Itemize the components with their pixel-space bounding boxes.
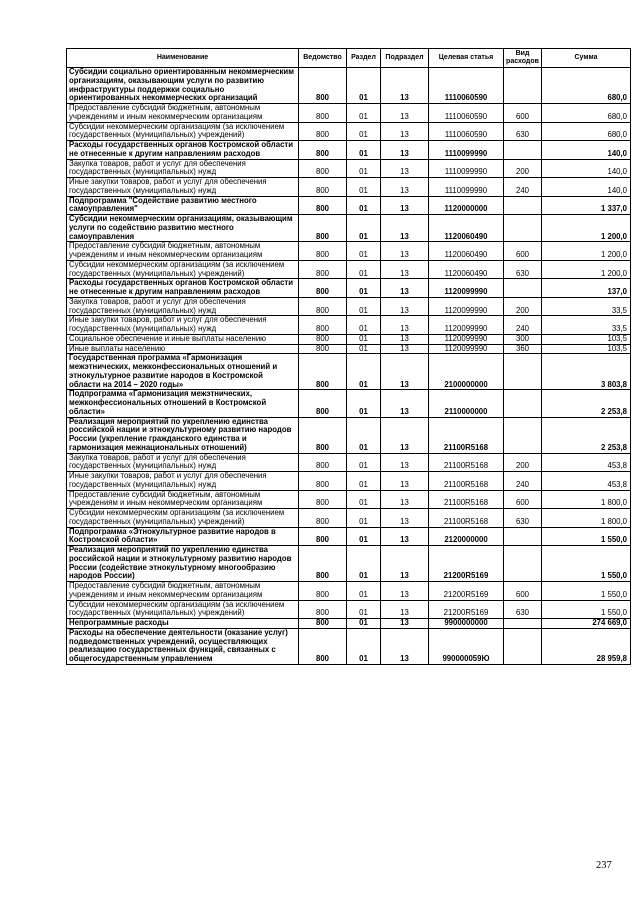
table-row bbox=[67, 178, 631, 197]
table-row bbox=[67, 472, 631, 491]
row-sum: 1 800,0 bbox=[542, 490, 631, 509]
row-target: 1110099990 bbox=[429, 159, 504, 178]
row-target: 9900000000 bbox=[429, 619, 504, 629]
table-header-row bbox=[67, 49, 631, 68]
row-subsection: 13 bbox=[381, 527, 429, 546]
row-name: Закупка товаров, работ и услуг для обеспечения государственных (муниципальных) нужд bbox=[67, 297, 299, 316]
row-dept: 800 bbox=[299, 260, 347, 279]
row-subsection: 13 bbox=[381, 619, 429, 629]
row-dept: 800 bbox=[299, 546, 347, 582]
row-subsection: 13 bbox=[381, 122, 429, 141]
table-row bbox=[67, 104, 631, 123]
row-kind: 630 bbox=[504, 600, 542, 619]
row-subsection: 13 bbox=[381, 628, 429, 664]
row-name: Расходы государственных органов Костромской области не отнесенные к другим направлениям расходов bbox=[67, 279, 299, 298]
row-sum: 140,0 bbox=[542, 178, 631, 197]
row-sum: 680,0 bbox=[542, 104, 631, 123]
table-row bbox=[67, 122, 631, 141]
row-dept: 800 bbox=[299, 344, 347, 354]
row-name: Иные закупки товаров, работ и услуг для обеспечения государственных (муниципальных) нужд bbox=[67, 316, 299, 335]
page-number: 237 bbox=[596, 860, 612, 871]
table-row bbox=[67, 242, 631, 261]
row-kind: 360 bbox=[504, 344, 542, 354]
row-sum: 2 253,8 bbox=[542, 417, 631, 453]
row-name: Подпрограмма «Этнокультурное развитие народов в Костромской области» bbox=[67, 527, 299, 546]
row-kind: 600 bbox=[504, 582, 542, 601]
table-row bbox=[67, 354, 631, 390]
row-sum: 28 959,8 bbox=[542, 628, 631, 664]
row-kind bbox=[504, 196, 542, 215]
row-sum: 33,5 bbox=[542, 297, 631, 316]
row-dept: 800 bbox=[299, 619, 347, 629]
row-target: 21100R5168 bbox=[429, 417, 504, 453]
row-sum: 1 550,0 bbox=[542, 527, 631, 546]
row-subsection: 13 bbox=[381, 297, 429, 316]
row-target: 2110000000 bbox=[429, 390, 504, 417]
header-dept: Ведомство bbox=[299, 49, 347, 68]
table-row bbox=[67, 546, 631, 582]
row-section: 01 bbox=[347, 546, 381, 582]
row-dept: 800 bbox=[299, 159, 347, 178]
row-target: 990000059Ю bbox=[429, 628, 504, 664]
row-dept: 800 bbox=[299, 390, 347, 417]
row-kind bbox=[504, 619, 542, 629]
row-subsection: 13 bbox=[381, 215, 429, 242]
row-target: 1110099990 bbox=[429, 141, 504, 160]
row-sum: 1 337,0 bbox=[542, 196, 631, 215]
row-subsection: 13 bbox=[381, 453, 429, 472]
row-section: 01 bbox=[347, 260, 381, 279]
row-section: 01 bbox=[347, 178, 381, 197]
row-sum: 453,8 bbox=[542, 453, 631, 472]
table-row bbox=[67, 260, 631, 279]
header-kind: Вид расходов bbox=[504, 49, 542, 68]
header-subsection: Подраздел bbox=[381, 49, 429, 68]
row-name: Социальное обеспечение и иные выплаты населению bbox=[67, 334, 299, 344]
row-dept: 800 bbox=[299, 509, 347, 528]
row-sum: 1 200,0 bbox=[542, 215, 631, 242]
row-dept: 800 bbox=[299, 354, 347, 390]
row-section: 01 bbox=[347, 159, 381, 178]
table-body bbox=[67, 68, 631, 665]
row-dept: 800 bbox=[299, 334, 347, 344]
row-section: 01 bbox=[347, 453, 381, 472]
row-subsection: 13 bbox=[381, 260, 429, 279]
row-target: 1110060590 bbox=[429, 104, 504, 123]
row-dept: 800 bbox=[299, 472, 347, 491]
row-section: 01 bbox=[347, 600, 381, 619]
table-row bbox=[67, 334, 631, 344]
row-subsection: 13 bbox=[381, 490, 429, 509]
row-sum: 1 800,0 bbox=[542, 509, 631, 528]
row-subsection: 13 bbox=[381, 316, 429, 335]
row-dept: 800 bbox=[299, 196, 347, 215]
row-kind bbox=[504, 527, 542, 546]
row-section: 01 bbox=[347, 472, 381, 491]
row-sum: 274 669,0 bbox=[542, 619, 631, 629]
row-dept: 800 bbox=[299, 628, 347, 664]
row-kind bbox=[504, 546, 542, 582]
row-section: 01 bbox=[347, 141, 381, 160]
table-row bbox=[67, 68, 631, 104]
row-target: 1120060490 bbox=[429, 260, 504, 279]
row-section: 01 bbox=[347, 527, 381, 546]
row-name: Субсидии некоммерческим организациям (за исключением государственных (муниципальных) учреждений) bbox=[67, 122, 299, 141]
row-subsection: 13 bbox=[381, 334, 429, 344]
row-kind: 630 bbox=[504, 122, 542, 141]
row-sum: 1 200,0 bbox=[542, 260, 631, 279]
row-subsection: 13 bbox=[381, 344, 429, 354]
row-subsection: 13 bbox=[381, 178, 429, 197]
row-section: 01 bbox=[347, 316, 381, 335]
row-name: Расходы государственных органов Костромской области не отнесенные к другим направлениям расходов bbox=[67, 141, 299, 160]
row-target: 1120099990 bbox=[429, 316, 504, 335]
row-target: 1110099990 bbox=[429, 178, 504, 197]
row-kind: 600 bbox=[504, 490, 542, 509]
row-name: Предоставление субсидий бюджетным, автономным учреждениям и иным некоммерческим организациям bbox=[67, 104, 299, 123]
row-section: 01 bbox=[347, 279, 381, 298]
row-section: 01 bbox=[347, 242, 381, 261]
row-target: 2120000000 bbox=[429, 527, 504, 546]
row-target: 21200R5169 bbox=[429, 600, 504, 619]
row-kind: 630 bbox=[504, 509, 542, 528]
row-name: Субсидии некоммерческим организациям (за исключением государственных (муниципальных) учреждений) bbox=[67, 509, 299, 528]
row-section: 01 bbox=[347, 297, 381, 316]
row-section: 01 bbox=[347, 334, 381, 344]
table-row bbox=[67, 215, 631, 242]
row-subsection: 13 bbox=[381, 354, 429, 390]
row-subsection: 13 bbox=[381, 600, 429, 619]
row-target: 21100R5168 bbox=[429, 472, 504, 491]
row-name: Закупка товаров, работ и услуг для обеспечения государственных (муниципальных) нужд bbox=[67, 453, 299, 472]
row-dept: 800 bbox=[299, 316, 347, 335]
row-section: 01 bbox=[347, 104, 381, 123]
row-sum: 1 550,0 bbox=[542, 582, 631, 601]
row-subsection: 13 bbox=[381, 242, 429, 261]
row-kind: 300 bbox=[504, 334, 542, 344]
row-sum: 140,0 bbox=[542, 159, 631, 178]
row-sum: 140,0 bbox=[542, 141, 631, 160]
row-subsection: 13 bbox=[381, 141, 429, 160]
table-row bbox=[67, 417, 631, 453]
row-kind: 240 bbox=[504, 472, 542, 491]
row-target: 1120099990 bbox=[429, 297, 504, 316]
table-row bbox=[67, 196, 631, 215]
row-name: Предоставление субсидий бюджетным, автономным учреждениям и иным некоммерческим организациям bbox=[67, 242, 299, 261]
row-kind bbox=[504, 354, 542, 390]
row-subsection: 13 bbox=[381, 279, 429, 298]
table-row bbox=[67, 600, 631, 619]
row-dept: 800 bbox=[299, 297, 347, 316]
row-subsection: 13 bbox=[381, 104, 429, 123]
row-kind: 630 bbox=[504, 260, 542, 279]
row-sum: 137,0 bbox=[542, 279, 631, 298]
row-target: 21100R5168 bbox=[429, 453, 504, 472]
row-name: Иные выплаты населению bbox=[67, 344, 299, 354]
row-dept: 800 bbox=[299, 122, 347, 141]
row-section: 01 bbox=[347, 582, 381, 601]
row-target: 21200R5169 bbox=[429, 546, 504, 582]
row-kind: 200 bbox=[504, 297, 542, 316]
row-kind: 200 bbox=[504, 159, 542, 178]
row-name: Подпрограмма "Содействие развитию местного самоуправления" bbox=[67, 196, 299, 215]
row-kind: 600 bbox=[504, 104, 542, 123]
row-section: 01 bbox=[347, 354, 381, 390]
row-target: 1110060590 bbox=[429, 122, 504, 141]
row-kind bbox=[504, 279, 542, 298]
row-kind bbox=[504, 215, 542, 242]
row-section: 01 bbox=[347, 628, 381, 664]
row-name: Субсидии некоммерческим организациям (за исключением государственных (муниципальных) учреждений) bbox=[67, 260, 299, 279]
row-subsection: 13 bbox=[381, 68, 429, 104]
table-row bbox=[67, 159, 631, 178]
row-target: 1120060490 bbox=[429, 242, 504, 261]
row-name: Субсидии социально ориентированным некоммерческим организациям, оказывающим услуги по развитию инфраструктуры поддержки социально ориентированных некоммерческих организаций bbox=[67, 68, 299, 104]
table-row bbox=[67, 141, 631, 160]
row-subsection: 13 bbox=[381, 472, 429, 491]
row-target: 1110060590 bbox=[429, 68, 504, 104]
row-subsection: 13 bbox=[381, 390, 429, 417]
row-sum: 1 550,0 bbox=[542, 546, 631, 582]
table-row bbox=[67, 582, 631, 601]
row-dept: 800 bbox=[299, 600, 347, 619]
row-name: Предоставление субсидий бюджетным, автономным учреждениям и иным некоммерческим организациям bbox=[67, 490, 299, 509]
row-sum: 3 803,8 bbox=[542, 354, 631, 390]
row-kind: 240 bbox=[504, 178, 542, 197]
row-name: Иные закупки товаров, работ и услуг для обеспечения государственных (муниципальных) нужд bbox=[67, 472, 299, 491]
row-dept: 800 bbox=[299, 582, 347, 601]
row-sum: 453,8 bbox=[542, 472, 631, 491]
row-dept: 800 bbox=[299, 279, 347, 298]
header-name: Наименование bbox=[67, 49, 299, 68]
row-target: 21100R5168 bbox=[429, 509, 504, 528]
row-sum: 1 200,0 bbox=[542, 242, 631, 261]
row-dept: 800 bbox=[299, 527, 347, 546]
budget-table bbox=[66, 48, 631, 665]
row-dept: 800 bbox=[299, 490, 347, 509]
row-kind bbox=[504, 141, 542, 160]
row-kind: 200 bbox=[504, 453, 542, 472]
table-row bbox=[67, 619, 631, 629]
row-name: Реализация мероприятий по укреплению единства российской нации и этнокультурному развитию народов России (содействие этнокультурному многообразию народов России) bbox=[67, 546, 299, 582]
row-sum: 680,0 bbox=[542, 122, 631, 141]
row-section: 01 bbox=[347, 619, 381, 629]
table-row bbox=[67, 279, 631, 298]
row-kind bbox=[504, 628, 542, 664]
row-dept: 800 bbox=[299, 417, 347, 453]
row-section: 01 bbox=[347, 490, 381, 509]
row-sum: 2 253,8 bbox=[542, 390, 631, 417]
row-dept: 800 bbox=[299, 215, 347, 242]
row-kind bbox=[504, 417, 542, 453]
row-section: 01 bbox=[347, 68, 381, 104]
row-name: Государственная программа «Гармонизация межэтнических, межконфессиональных отношений и этнокультурное развитие народов в Костромской области на 2014 – 2020 годы» bbox=[67, 354, 299, 390]
row-target: 21100R5168 bbox=[429, 490, 504, 509]
row-target: 2100000000 bbox=[429, 354, 504, 390]
row-subsection: 13 bbox=[381, 417, 429, 453]
row-subsection: 13 bbox=[381, 196, 429, 215]
row-target: 1120099990 bbox=[429, 344, 504, 354]
row-section: 01 bbox=[347, 344, 381, 354]
row-section: 01 bbox=[347, 122, 381, 141]
row-name: Субсидии некоммерческим организациям, оказывающим услуги по содействию развитию местного самоуправления bbox=[67, 215, 299, 242]
table-row bbox=[67, 297, 631, 316]
header-sum: Сумма bbox=[542, 49, 631, 68]
row-sum: 680,0 bbox=[542, 68, 631, 104]
table-row bbox=[67, 316, 631, 335]
table-row bbox=[67, 628, 631, 664]
table-row bbox=[67, 527, 631, 546]
table-row bbox=[67, 390, 631, 417]
row-target: 1120000000 bbox=[429, 196, 504, 215]
row-section: 01 bbox=[347, 215, 381, 242]
budget-page bbox=[66, 48, 630, 665]
row-name: Подпрограмма «Гармонизация межэтнических, межконфессиональных отношений в Костромской области» bbox=[67, 390, 299, 417]
row-section: 01 bbox=[347, 390, 381, 417]
row-target: 21200R5169 bbox=[429, 582, 504, 601]
row-name: Иные закупки товаров, работ и услуг для обеспечения государственных (муниципальных) нужд bbox=[67, 178, 299, 197]
row-sum: 1 550,0 bbox=[542, 600, 631, 619]
row-dept: 800 bbox=[299, 178, 347, 197]
row-dept: 800 bbox=[299, 104, 347, 123]
row-subsection: 13 bbox=[381, 509, 429, 528]
table-row bbox=[67, 509, 631, 528]
header-target: Целевая статья bbox=[429, 49, 504, 68]
row-section: 01 bbox=[347, 196, 381, 215]
row-name: Предоставление субсидий бюджетным, автономным учреждениям и иным некоммерческим организациям bbox=[67, 582, 299, 601]
row-kind: 240 bbox=[504, 316, 542, 335]
row-name: Непрограммные расходы bbox=[67, 619, 299, 629]
row-dept: 800 bbox=[299, 141, 347, 160]
row-section: 01 bbox=[347, 509, 381, 528]
row-kind: 600 bbox=[504, 242, 542, 261]
row-dept: 800 bbox=[299, 242, 347, 261]
row-subsection: 13 bbox=[381, 546, 429, 582]
table-row bbox=[67, 490, 631, 509]
row-sum: 33,5 bbox=[542, 316, 631, 335]
row-name: Закупка товаров, работ и услуг для обеспечения государственных (муниципальных) нужд bbox=[67, 159, 299, 178]
row-name: Расходы на обеспечение деятельности (оказание услуг) подведомственных учреждений, осуществляющих реализацию государственных функций, связанных с общегосударственным управлением bbox=[67, 628, 299, 664]
row-name: Субсидии некоммерческим организациям (за исключением государственных (муниципальных) учреждений) bbox=[67, 600, 299, 619]
header-section: Раздел bbox=[347, 49, 381, 68]
row-target: 1120099990 bbox=[429, 334, 504, 344]
row-kind bbox=[504, 390, 542, 417]
row-subsection: 13 bbox=[381, 159, 429, 178]
row-subsection: 13 bbox=[381, 582, 429, 601]
row-section: 01 bbox=[347, 417, 381, 453]
table-row bbox=[67, 453, 631, 472]
row-dept: 800 bbox=[299, 68, 347, 104]
row-dept: 800 bbox=[299, 453, 347, 472]
row-target: 1120060490 bbox=[429, 215, 504, 242]
row-sum: 103,5 bbox=[542, 334, 631, 344]
row-name: Реализация мероприятий по укреплению единства российской нации и этнокультурному развитию народов России (укрепление гражданского единства и гармонизация межнациональных отношений) bbox=[67, 417, 299, 453]
row-kind bbox=[504, 68, 542, 104]
row-target: 1120099990 bbox=[429, 279, 504, 298]
row-sum: 103,5 bbox=[542, 344, 631, 354]
